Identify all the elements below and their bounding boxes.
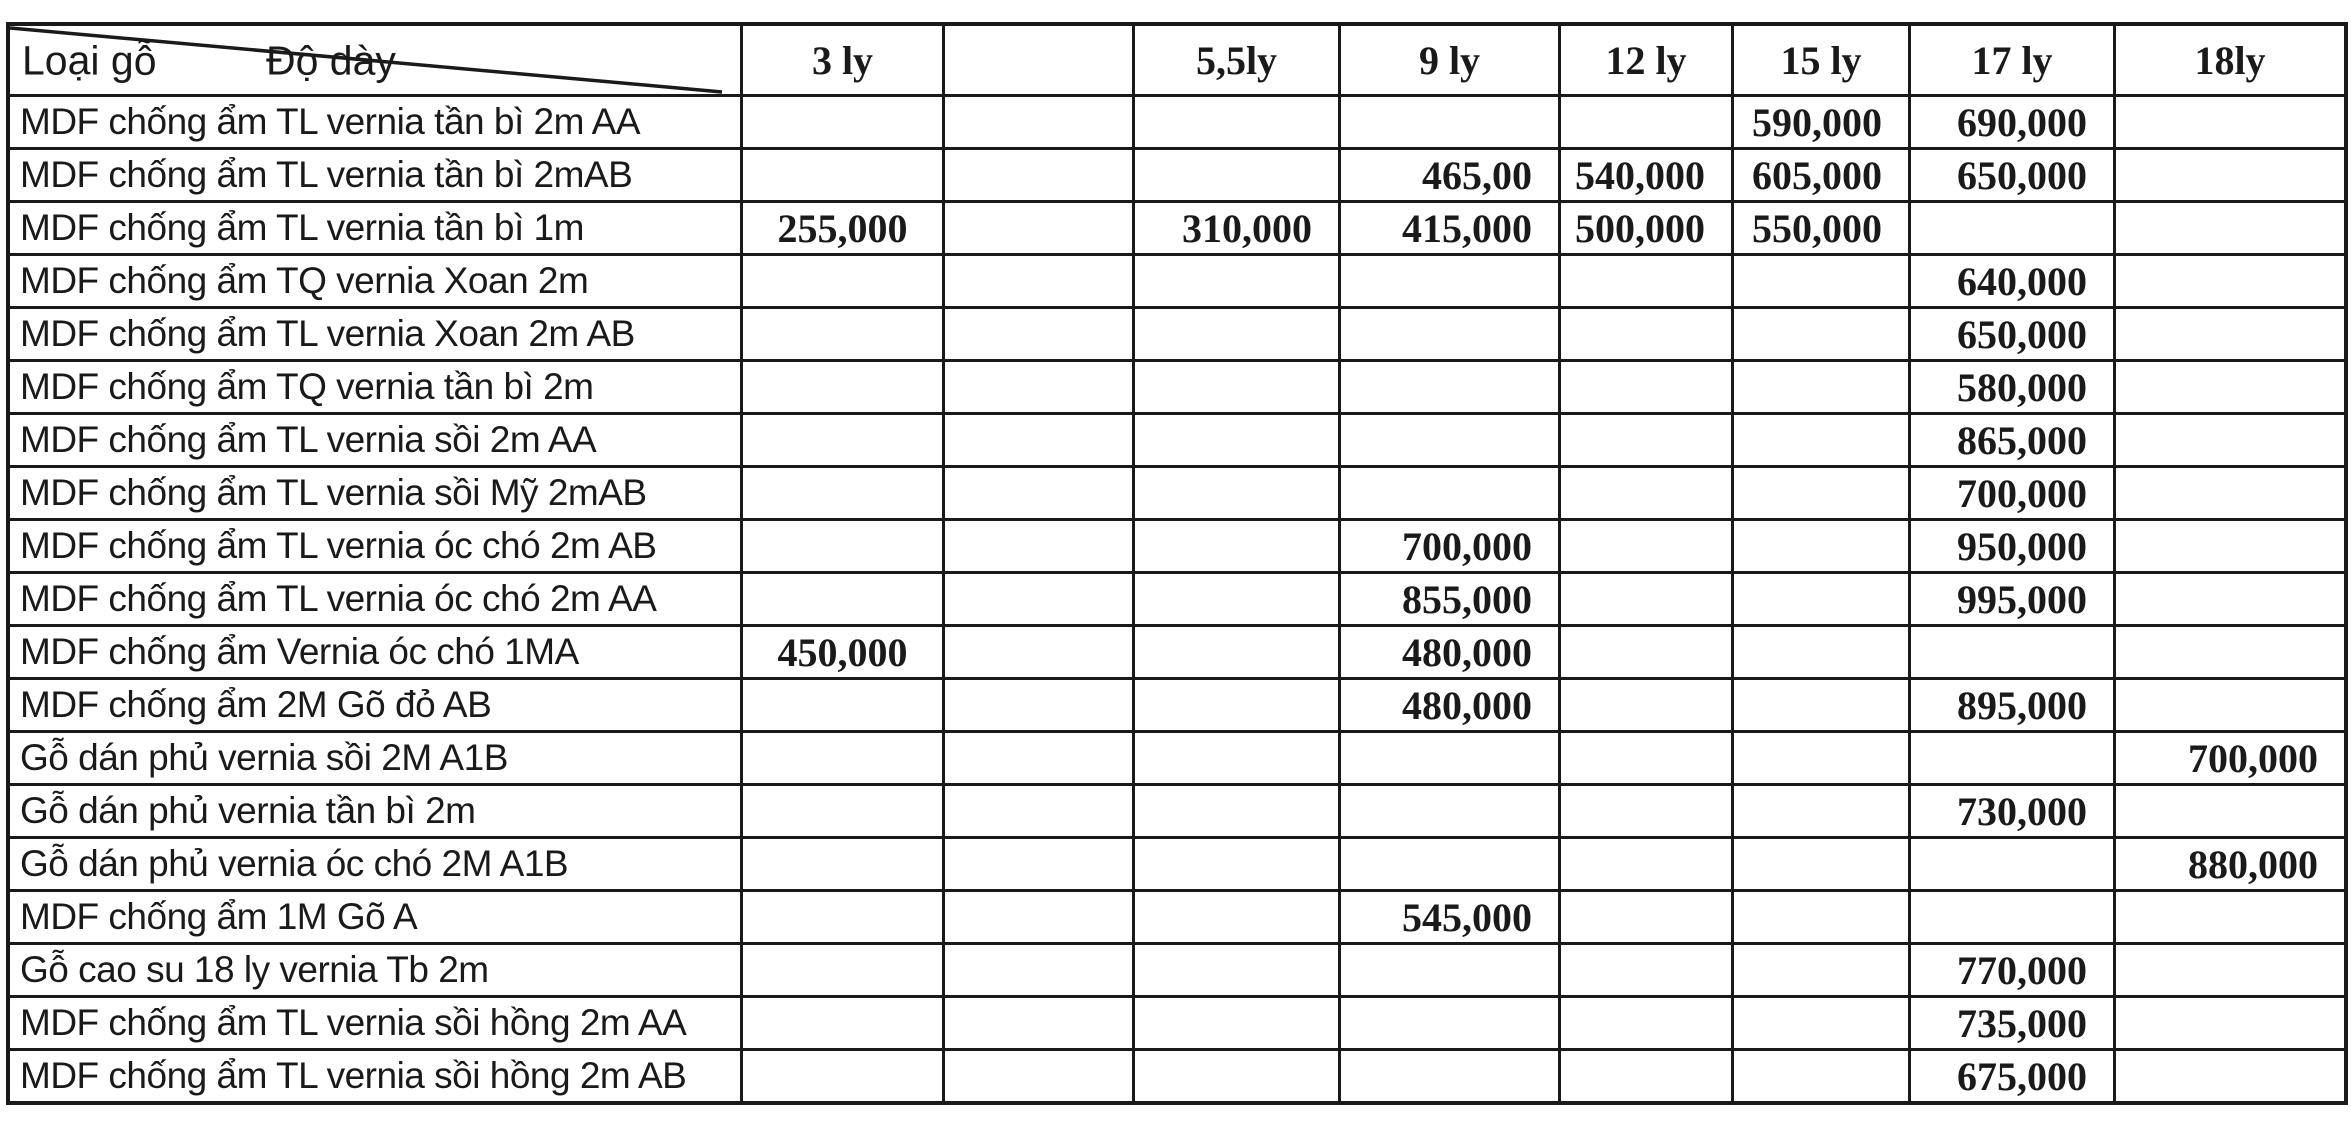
price-cell (1561, 892, 1731, 942)
price-cell (1561, 468, 1731, 518)
price-table (6, 22, 2348, 1105)
price-cell (1561, 945, 1731, 995)
price-cell: 855,000 (1341, 574, 1558, 624)
price-cell (945, 150, 1132, 200)
price-cell (1734, 415, 1908, 465)
price-cell: 500,000 (1561, 203, 1731, 253)
price-cell (743, 362, 942, 412)
price-cell (945, 362, 1132, 412)
price-cell (1135, 415, 1338, 465)
price-cell: 545,000 (1341, 892, 1558, 942)
price-cell (1135, 945, 1338, 995)
price-cell (1561, 839, 1731, 889)
row-label: MDF chống ẩm TQ vernia tần bì 2m (10, 362, 740, 412)
price-cell: 700,000 (1911, 468, 2113, 518)
price-cell: 255,000 (743, 203, 942, 253)
price-cell (2116, 256, 2344, 306)
price-cell (743, 892, 942, 942)
row-label: MDF chống ẩm TL vernia sồi Mỹ 2mAB (10, 468, 740, 518)
row-label: Gỗ dán phủ vernia sồi 2M A1B (10, 733, 740, 783)
price-cell (1734, 627, 1908, 677)
price-cell (945, 1051, 1132, 1101)
price-cell: 675,000 (1911, 1051, 2113, 1101)
price-cell (1135, 256, 1338, 306)
row-label: MDF chống ẩm TL vernia sồi 2m AA (10, 415, 740, 465)
price-cell (1341, 256, 1558, 306)
row-label: MDF chống ẩm 2M Gõ đỏ AB (10, 680, 740, 730)
price-cell (2116, 150, 2344, 200)
price-cell (1734, 680, 1908, 730)
price-cell (2116, 1051, 2344, 1101)
price-cell (1734, 309, 1908, 359)
row-label: MDF chống ẩm TL vernia tần bì 1m (10, 203, 740, 253)
price-cell (743, 680, 942, 730)
col-header-blank (945, 26, 1132, 94)
row-label: MDF chống ẩm TQ vernia Xoan 2m (10, 256, 740, 306)
price-cell (945, 680, 1132, 730)
price-cell (1734, 1051, 1908, 1101)
price-cell (1734, 892, 1908, 942)
price-cell (1734, 786, 1908, 836)
price-cell: 770,000 (1911, 945, 2113, 995)
price-cell (1734, 521, 1908, 571)
price-cell: 480,000 (1341, 627, 1558, 677)
corner-cell (10, 26, 740, 94)
price-cell (945, 468, 1132, 518)
price-cell: 735,000 (1911, 998, 2113, 1048)
row-label: MDF chống ẩm TL vernia óc chó 2m AA (10, 574, 740, 624)
price-cell (1561, 733, 1731, 783)
col-header-3ly: 3 ly (743, 26, 942, 94)
row-label: MDF chống ẩm TL vernia tần bì 2m AA (10, 97, 740, 147)
corner-col-axis-label: Độ dày (266, 37, 396, 84)
price-cell (1341, 415, 1558, 465)
price-cell (1135, 521, 1338, 571)
price-cell (743, 309, 942, 359)
price-cell: 450,000 (743, 627, 942, 677)
price-cell (2116, 998, 2344, 1048)
price-cell (1734, 945, 1908, 995)
row-label: MDF chống ẩm 1M Gõ A (10, 892, 740, 942)
price-cell (1341, 733, 1558, 783)
price-cell (743, 415, 942, 465)
price-cell (945, 733, 1132, 783)
row-label: Gỗ dán phủ vernia tần bì 2m (10, 786, 740, 836)
price-cell (2116, 468, 2344, 518)
price-cell: 700,000 (2116, 733, 2344, 783)
price-cell: 605,000 (1734, 150, 1908, 200)
price-cell (945, 97, 1132, 147)
corner-row-axis-label: Loại gỗ (22, 37, 157, 84)
price-cell: 950,000 (1911, 521, 2113, 571)
price-cell (1561, 786, 1731, 836)
price-cell (2116, 203, 2344, 253)
price-cell (1135, 839, 1338, 889)
price-cell: 540,000 (1561, 150, 1731, 200)
price-cell: 640,000 (1911, 256, 2113, 306)
price-cell: 580,000 (1911, 362, 2113, 412)
price-cell (1135, 150, 1338, 200)
price-cell: 865,000 (1911, 415, 2113, 465)
price-cell (2116, 309, 2344, 359)
price-cell (945, 945, 1132, 995)
price-cell (945, 627, 1132, 677)
price-cell: 550,000 (1734, 203, 1908, 253)
price-cell (945, 786, 1132, 836)
price-cell (743, 998, 942, 1048)
row-label: MDF chống ẩm TL vernia Xoan 2m AB (10, 309, 740, 359)
price-cell (1135, 1051, 1338, 1101)
price-cell (1911, 203, 2113, 253)
price-cell (2116, 362, 2344, 412)
price-cell (1561, 256, 1731, 306)
price-cell (1135, 362, 1338, 412)
price-cell (1734, 256, 1908, 306)
price-cell (1734, 733, 1908, 783)
price-cell (945, 309, 1132, 359)
row-label: MDF chống ẩm TL vernia sồi hồng 2m AA (10, 998, 740, 1048)
price-cell: 310,000 (1135, 203, 1338, 253)
price-cell (2116, 627, 2344, 677)
price-cell (1734, 574, 1908, 624)
col-header-5-5ly: 5,5ly (1135, 26, 1338, 94)
row-label: Gỗ cao su 18 ly vernia Tb 2m (10, 945, 740, 995)
price-cell (1911, 733, 2113, 783)
price-cell (1561, 574, 1731, 624)
price-cell (743, 574, 942, 624)
row-label: MDF chống ẩm Vernia óc chó 1MA (10, 627, 740, 677)
col-header-18ly: 18ly (2116, 26, 2344, 94)
price-cell: 690,000 (1911, 97, 2113, 147)
price-cell (743, 839, 942, 889)
price-cell (1561, 998, 1731, 1048)
price-cell (743, 468, 942, 518)
price-cell (1911, 627, 2113, 677)
price-cell (2116, 892, 2344, 942)
row-label: MDF chống ẩm TL vernia tần bì 2mAB (10, 150, 740, 200)
price-cell (743, 786, 942, 836)
row-label: Gỗ dán phủ vernia óc chó 2M A1B (10, 839, 740, 889)
price-cell (945, 415, 1132, 465)
price-cell (743, 150, 942, 200)
price-cell (1341, 839, 1558, 889)
price-cell: 590,000 (1734, 97, 1908, 147)
price-cell (1561, 627, 1731, 677)
price-cell (1561, 1051, 1731, 1101)
price-cell (2116, 521, 2344, 571)
row-label: MDF chống ẩm TL vernia óc chó 2m AB (10, 521, 740, 571)
row-label: MDF chống ẩm TL vernia sồi hồng 2m AB (10, 1051, 740, 1101)
price-cell (1561, 521, 1731, 571)
price-cell (1341, 1051, 1558, 1101)
price-cell (1135, 309, 1338, 359)
price-cell (1561, 362, 1731, 412)
price-cell (743, 733, 942, 783)
price-cell (1341, 97, 1558, 147)
price-cell: 880,000 (2116, 839, 2344, 889)
price-cell (743, 521, 942, 571)
price-cell (1135, 892, 1338, 942)
price-cell (1135, 680, 1338, 730)
price-cell: 895,000 (1911, 680, 2113, 730)
price-cell (1341, 362, 1558, 412)
price-cell (1734, 468, 1908, 518)
price-cell: 650,000 (1911, 309, 2113, 359)
price-cell (1135, 627, 1338, 677)
price-cell: 650,000 (1911, 150, 2113, 200)
price-cell (2116, 415, 2344, 465)
price-cell (743, 97, 942, 147)
price-cell (945, 256, 1132, 306)
price-cell: 415,000 (1341, 203, 1558, 253)
price-cell (743, 1051, 942, 1101)
price-cell (1135, 468, 1338, 518)
price-cell (1135, 574, 1338, 624)
col-header-9ly: 9 ly (1341, 26, 1558, 94)
price-cell (945, 892, 1132, 942)
price-cell (2116, 680, 2344, 730)
price-cell (1734, 839, 1908, 889)
price-cell (1135, 786, 1338, 836)
price-cell (2116, 574, 2344, 624)
price-cell (1135, 733, 1338, 783)
price-cell (1734, 362, 1908, 412)
price-cell (1561, 415, 1731, 465)
price-cell (945, 521, 1132, 571)
price-cell: 465,00 (1341, 150, 1558, 200)
price-cell (1561, 309, 1731, 359)
price-cell (2116, 786, 2344, 836)
price-cell (1911, 839, 2113, 889)
price-cell (743, 256, 942, 306)
price-cell (1341, 468, 1558, 518)
col-header-12ly: 12 ly (1561, 26, 1731, 94)
price-cell (2116, 945, 2344, 995)
price-cell (945, 839, 1132, 889)
col-header-17ly: 17 ly (1911, 26, 2113, 94)
price-cell (945, 998, 1132, 1048)
price-cell: 480,000 (1341, 680, 1558, 730)
price-cell (1341, 786, 1558, 836)
price-cell (945, 574, 1132, 624)
price-cell (1135, 998, 1338, 1048)
price-cell (1341, 998, 1558, 1048)
col-header-15ly: 15 ly (1734, 26, 1908, 94)
price-cell (1734, 998, 1908, 1048)
price-cell: 730,000 (1911, 786, 2113, 836)
price-cell (1561, 97, 1731, 147)
price-cell: 700,000 (1341, 521, 1558, 571)
price-cell: 995,000 (1911, 574, 2113, 624)
price-cell (1135, 97, 1338, 147)
price-cell (1341, 945, 1558, 995)
price-cell (1911, 892, 2113, 942)
price-cell (743, 945, 942, 995)
price-cell (945, 203, 1132, 253)
price-cell (1561, 680, 1731, 730)
price-cell (2116, 97, 2344, 147)
price-cell (1341, 309, 1558, 359)
